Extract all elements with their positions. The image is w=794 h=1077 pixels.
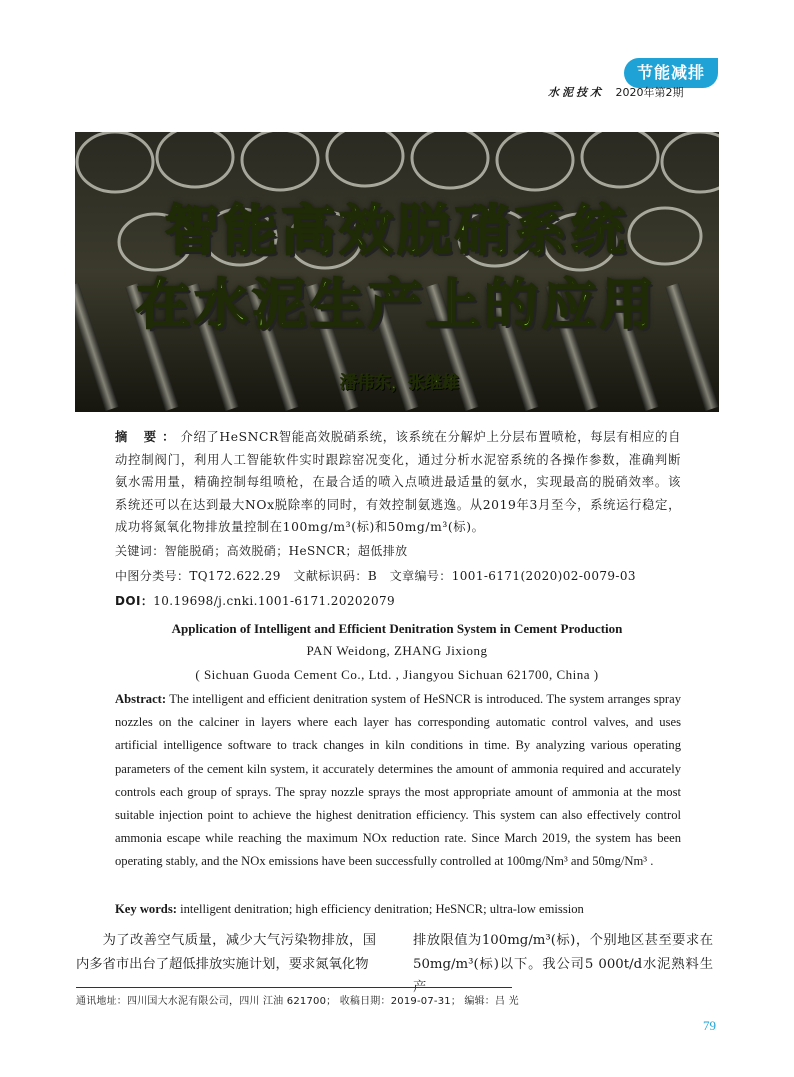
article-title-line-2: 在水泥生产上的应用 — [136, 273, 658, 336]
english-abstract-text: The intelligent and efficient denitration system of HeSNCR is introduced. The system arranges spray nozzles on the calciner in layers where each layer has corresponding automatic control valves, and uses artificial intelligence software to track changes in kiln conditions in time. By analyzing various operating parameters of the cement kiln system, it accurately determines the amount of ammonia required and accurately controls each group of sprays. The spray nozzle sprays the most appropriate amount of ammonia at the most suitable injection point to achieve the highest denitration efficiency. This system can also effectively control ammonia escape while reaching the maximum NOx reduction rate. Since March 2019, the system has been operating stably, and the NOx emissions have been successfully controlled at 100mg/Nm³ and 50mg/Nm³ . — [115, 692, 681, 869]
footnote: 通讯地址：四川国大水泥有限公司，四川 江油 621700； 收稿日期：2019-07-31； 编辑：吕 光 — [76, 996, 519, 1007]
journal-issue: 2020年第2期 — [615, 86, 684, 99]
article-no-value: 1001-6171(2020)02-0079-03 — [451, 569, 636, 583]
section-tag: 节能减排 — [624, 58, 718, 88]
doi-value[interactable]: 10.19698/j.cnki.1001-6171.20202079 — [153, 594, 396, 608]
abstract-cn-label: 摘 要： — [115, 430, 181, 444]
clc-value: TQ172.622.29 — [189, 569, 281, 583]
english-abstract-label: Abstract: — [115, 692, 167, 706]
title-banner — [75, 132, 719, 412]
footnote-divider — [76, 987, 512, 988]
keywords-cn-label: 关键词： — [115, 544, 165, 558]
page-number: 79 — [703, 1018, 716, 1033]
body-right-column: 排放限值为100mg/m³(标)，个别地区甚至要求在50mg/m³(标)以下。我公司5 000t/d水泥熟料生产 — [413, 933, 713, 995]
journal-header — [548, 84, 684, 100]
english-keywords-text: intelligent denitration; high efficiency denitration; HeSNCR; ultra-low emission — [176, 902, 584, 916]
abstract-cn-text: 介绍了HeSNCR智能高效脱硝系统，该系统在分解炉上分层布置喷枪，每层有相应的自动控制阀门，利用人工智能软件实时跟踪窑况变化，通过分析水泥窑系统的各操作参数，准确判断氨水需用量，精确控制每组喷枪，在最合适的喷入点喷进最适量的氨水，实现最高的脱硝效率。该系统还可以在达到最大NOx脱除率的同时，有效控制氨逃逸。从2019年3月至今，系统运行稳定，成功将氮氧化物排放量控制在100mg/m³(标)和50mg/m³(标)。 — [115, 430, 682, 535]
english-authors: PAN Weidong, ZHANG Jixiong — [306, 643, 488, 658]
journal-name: 水泥技术 — [548, 86, 604, 99]
classification-line — [115, 567, 636, 584]
article-title-line-1: 智能高效脱硝系统 — [165, 199, 629, 262]
clc-label: 中图分类号： — [115, 569, 190, 583]
english-keywords-label: Key words: — [115, 902, 177, 916]
doccode-value: B — [367, 569, 378, 583]
body-left-column: 为了改善空气质量，减少大气污染物排放，国内多省市出台了超低排放实施计划，要求氮氧化物 — [76, 933, 376, 972]
english-title: Application of Intelligent and Efficient Denitration System in Cement Production — [171, 621, 623, 636]
doi-label: DOI： — [115, 594, 154, 608]
abstract-cn — [115, 426, 681, 539]
keywords-cn-text: 智能脱硝；高效脱硝；HeSNCR；超低排放 — [164, 544, 408, 558]
english-keywords — [115, 902, 584, 917]
english-affiliation: ( Sichuan Guoda Cement Co., Ltd. , Jiangyou Sichuan 621700, China ) — [195, 667, 599, 682]
doi-line — [115, 592, 395, 609]
doccode-label: 文献标识码： — [293, 569, 368, 583]
keywords-cn — [115, 542, 408, 559]
english-abstract — [115, 688, 681, 874]
article-authors: 潘伟东，张继雄 — [340, 373, 459, 393]
article-no-label: 文章编号： — [389, 569, 452, 583]
